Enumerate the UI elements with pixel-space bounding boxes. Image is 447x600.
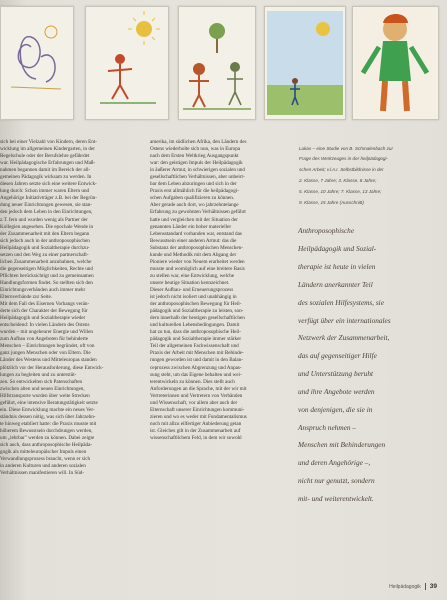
footer-divider — [425, 583, 426, 590]
pull-quote-line: verfügt über ein internationales — [298, 315, 391, 325]
body-text-line: den jedoch dem Leben in den Einrichtungen, — [0, 209, 93, 216]
body-text-line: Pflichten berücksichtigt und zu gemeinsamen — [0, 272, 94, 279]
body-text-line: gogik als mitteleuropäischer Impuls einen — [0, 449, 87, 456]
body-text-line: setzen und den Weg zu einer partnerschaft- — [0, 251, 89, 258]
pull-quote-line: und deren Angehörige –, — [298, 458, 371, 468]
body-text-line: Handlungsformen findet. So stellten sich den — [0, 279, 93, 286]
body-text-line: wissenschaftlichem Feld, in dem wir sowohl — [150, 434, 242, 441]
body-text-line: und kulturellen Lebensbedingungen. Damit — [150, 322, 240, 329]
body-text-line: Erfahrung zu gewohnten Verhältnissen geführt — [150, 209, 246, 216]
body-text-line: derte sich der Charakter der Bewegung für — [0, 308, 88, 315]
body-text-line: z.T. fern und wurden wenig als Partner der — [0, 216, 88, 223]
page-footer — [389, 583, 437, 590]
body-text-line: sich auch, dass anthroposophische Heilpäda- — [0, 442, 93, 449]
body-text-line: sung steht, um das Eigene behalten und wei- — [150, 371, 242, 378]
body-text-line: Angehörige Initiativträger z.B. bei der Begrün- — [0, 195, 97, 202]
body-text-line: war. Heilpädagogische Erfahrungen und Maß- — [0, 160, 96, 167]
body-text-line: der anthroposophischen Bewegung für Heil- — [150, 301, 242, 308]
body-text-line: um „lehrbar" werden zu können. Dabei zeigte — [0, 434, 95, 441]
body-text-line: wurden – mit ungeheurer Energie und Willen — [0, 329, 93, 336]
body-text-line: te hinweg etabliert hatte: die Praxis musste mit — [0, 420, 97, 427]
caption-line: 5. Klasse, 10 Jahre; 7. Klasse, 13 Jahre; — [299, 189, 382, 195]
body-text-line: Vertreterinnen und Vertretern von Verbänden — [150, 392, 243, 399]
drawing-class-2 — [0, 6, 74, 120]
body-text-line: dung neuer Einrichtungen gewesen, sie stan- — [0, 202, 92, 209]
body-text-line: Bewusstsein einer anderen Armut: das die — [150, 237, 237, 244]
caption-line: 9. Klasse, 15 Jahre (Ausschnitt) — [299, 200, 364, 206]
body-text-line: geführt, eine intensive Beratungstätigkeit setzte — [0, 399, 98, 406]
pull-quote-line: Anspruch nehmen – — [298, 422, 356, 432]
body-text-line: Anforderungen an die Sprache, mit der wir mit — [150, 385, 247, 392]
body-text-line: hat zu tun, dass die anthroposophische Heil- — [150, 329, 241, 336]
body-text-line: Dieser Aufbau- und Erneuerungsprozess — [150, 286, 234, 293]
body-text-line: Aber gerade auch dort, wo jahrzehntelange — [150, 202, 239, 209]
body-text-line: ständnis dessen nötig, was sich über Jahrzehn- — [0, 413, 96, 420]
body-text-line: Einrichtungsverbänden auch immer mehr — [0, 286, 86, 293]
body-text-line: Praxis erst allmählich für die heilpädagogi- — [150, 188, 239, 195]
caption-line: Lukas – eine Studie von B. Schmalenbach zur — [299, 145, 393, 151]
body-text-line: rungen geworden ist und damit in den Balan- — [150, 357, 243, 364]
body-text-line: Heilpädagogik und Sozialtherapie durchzu- — [0, 244, 90, 251]
pull-quote-line: Ländern anerkannter Teil — [298, 279, 373, 289]
body-text-line: Hilfstransporte wurden über weite Strecken — [0, 392, 90, 399]
body-text-line: zu stellen war, eine Entwicklung, welche — [150, 272, 235, 279]
pull-quote-line: therapie ist heute in vielen — [298, 261, 376, 271]
body-text-line: hatte und vergleichen mit der Situation der — [150, 216, 238, 223]
body-text-line: zieren und wo es weder mit Fundamentalismus — [150, 413, 247, 420]
body-text-line: dern innerhalb der heutigen gesellschaftlichen — [150, 315, 245, 322]
body-text-line: Lebensstandard vorhanden war, entstand das — [150, 230, 242, 237]
body-text-line: und Wissenschaft, vor allem aber auch der — [150, 399, 238, 406]
body-text-line: die gegenseitigen Möglichkeiten, Rechte und — [0, 265, 93, 272]
pull-quote — [298, 219, 440, 512]
body-column-1 — [0, 139, 140, 477]
body-text-line: kunde und Methodik mit dem Abgang der — [150, 251, 237, 258]
body-text-line: Heilpädagogik und Sozialtherapie wieder — [0, 315, 86, 322]
body-text-line: in anderen Kulturen und anderen sozialen — [0, 463, 86, 470]
body-text-line: zwischen alten und neuen Einrichtungen, — [0, 385, 85, 392]
pull-quote-line: von denjenigen, die sie in — [298, 404, 373, 414]
body-text-line: Ostens wiederholte sich nun, was in Europa — [150, 146, 241, 153]
body-text-line: pädagogik und Sozialtherapie zu leisten, son- — [150, 308, 244, 315]
pull-quote-line: Anthroposophische — [298, 226, 355, 236]
pull-quote-line: mit- und weiterentwickelt. — [298, 493, 374, 503]
drawing-class-9 — [352, 6, 439, 120]
body-text-line: Elternschaft unserer Einrichtungen kommuni- — [150, 406, 245, 413]
body-text-line: Verhältnissen manifestieren will. In Süd- — [0, 470, 85, 477]
page-number: 39 — [429, 583, 437, 590]
body-text-line: ceprozess zwischen Abgrenzung und Anpas- — [150, 364, 242, 371]
body-text-line: lungen zu begleiten und zu unterstüt- — [0, 371, 77, 378]
pull-quote-line: und Unterstützung beruht — [298, 369, 373, 379]
body-text-line: lichen Zusammenarbeit anzubahnen, welche — [0, 258, 92, 265]
drawing-class-3 — [85, 6, 169, 120]
body-text-line: Elternverbände zur Seite. — [0, 294, 53, 301]
body-text-line: bar dem Leben abzuringen und sich in der — [150, 181, 237, 188]
body-text-line: höherem Bewusstsein durchdrungen werden, — [0, 427, 93, 434]
drawing-class-5 — [178, 6, 256, 120]
body-text-line: amerika, im südlichen Afrika, den Ländern des — [150, 139, 247, 145]
body-text-line: Menschen – Einrichtungen begründet, oft von — [0, 343, 95, 350]
body-text-line: Regelschule oder der Berufslehre gefährdet — [0, 153, 90, 160]
pull-quote-line: und ihre Angebote werden — [298, 386, 375, 396]
body-text-line: ist jedoch nicht isoliert und unabhängig in — [150, 294, 237, 301]
body-text-line: diesen Jahren setzte sich eine weitere Entwick- — [0, 181, 97, 188]
body-text-line: nach dem Ersten Weltkrieg Ausgangspunkt — [150, 153, 239, 160]
figure-caption — [299, 141, 429, 211]
pull-quote-line: Netzwerk der Zusammenarbeit, — [298, 333, 390, 343]
body-text-line: gesellschaftlichen Verhältnissen, aber unbeirr- — [150, 174, 245, 181]
body-text-line: Substanz der anthroposophischen Menschen- — [150, 244, 243, 251]
body-text-line: Praxis der Arbeit mit Menschen mit Behinde- — [150, 350, 244, 357]
body-text-line: ganz jungen Menschen oder von Eltern. Die — [0, 350, 91, 357]
body-text-line: terentwickeln zu können. Dies stellt auch — [150, 378, 235, 385]
body-text-line: ist. Gleiches gilt in der Zusammenarbeit auf — [150, 427, 241, 434]
body-text-line: unsere heutige Situation kennzeichnet. — [150, 279, 230, 286]
body-text-line: schen Aufgaben qualifizieren zu können. — [150, 195, 235, 202]
body-text-line: war: den geistigen Impuls der Heilpädagogik — [150, 160, 243, 167]
body-text-line: plötzlich vor der Herausforderung, diese Entwick- — [0, 364, 104, 371]
pull-quote-line: des sozialen Hilfesystems, sie — [298, 297, 384, 307]
drawings-strip — [0, 0, 447, 125]
body-text-line: Verwandlungsprozess braucht, wenn er sich — [0, 456, 91, 463]
body-text-line: sich jedoch auch in der anthroposophischen — [0, 237, 90, 244]
pull-quote-line: Heilpädagogik und Sozial- — [298, 244, 377, 254]
journal-name: Heilpädagogik — [389, 583, 421, 590]
body-text-line: Kollegien angesehen. Die epochale Wende in — [0, 223, 94, 230]
body-text-line: gemeinen Pädagogik wirksam zu werden. In — [0, 174, 92, 181]
body-column-2 — [150, 139, 294, 442]
body-text-line: entscheidend: In vielen Ländern des Ostens — [0, 322, 90, 329]
body-text-line: lung durch: Schon immer waren Eltern und — [0, 188, 90, 195]
body-text-line: sich bei einer Vielzahl von Kindern, deren Ent- — [0, 139, 97, 145]
body-text-line: Pioniere wieder von Neuem erarbeitet werden — [150, 258, 245, 265]
body-text-line: der Zusammenarbeit mit den Eltern begann — [0, 230, 90, 237]
body-text-line: nahmen begannen damit im Bereich der all- — [0, 167, 91, 174]
pull-quote-line: das auf gegenseitiger Hilfe — [298, 351, 377, 361]
body-text-line: Mit dem Fall des Eisernen Vorhangs verän- — [0, 301, 90, 308]
body-text-line: wicklung im allgemeinen Kindergarten, in der — [0, 146, 95, 153]
body-text-line: Länder des Westens und Mitteleuropas standen — [0, 357, 97, 364]
body-text-line: noch mit allzu eilfertiger Anbiederung getan — [150, 420, 242, 427]
caption-line: schen Arbeit; v.l.n.r. Selbstbildnisse in der — [299, 167, 384, 173]
body-text-line: pädagogik und Sozialtherapie immer stärker — [150, 336, 242, 343]
pull-quote-line: nicht nur genutzt, sondern — [298, 476, 375, 486]
caption-line: Frage des Werkzeuges in der heilpädagogi- — [299, 156, 389, 162]
body-text-line: zen. So entwickelten sich Patenschaften — [0, 378, 83, 385]
body-text-line: genannten Länder ein hoher materieller — [150, 223, 232, 230]
caption-line: 2. Klasse, 7 Jahre; 3. Klasse, 8 Jahre; — [299, 178, 377, 184]
drawing-class-7 — [264, 6, 346, 120]
body-text-line: ein. Diese Entwicklung machte ein neues Ver- — [0, 406, 95, 413]
body-text-line: musste und womöglich auf eine breitere Basis — [150, 265, 245, 272]
body-text-line: in äußerer Armut, in schwierigen sozialen und — [150, 167, 245, 174]
body-text-line: Teil der allgemeinen Fachwissenschaft und — [150, 343, 239, 350]
body-text-line: zum Aufbau von Angeboten für behinderte — [0, 336, 89, 343]
pull-quote-line: Menschen mit Behinderungen — [298, 440, 386, 450]
